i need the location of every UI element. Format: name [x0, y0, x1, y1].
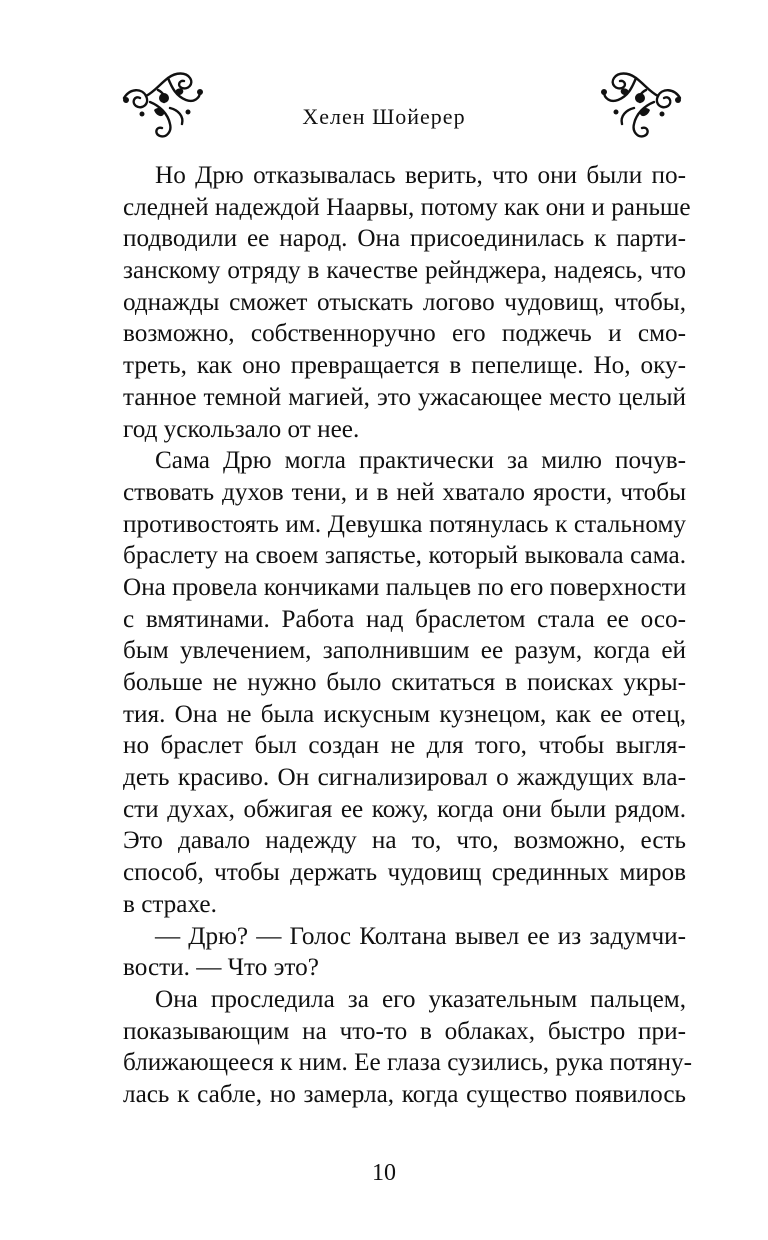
- text-line: в страхе.: [123, 890, 217, 918]
- text-line: тия. Она не была искусным кузнецом, как ее отец,: [123, 700, 686, 728]
- page-number: 10: [372, 1160, 396, 1186]
- page-header: [0, 62, 768, 152]
- text-line: способ, чтобы держать чудовищ срединных миров: [123, 859, 686, 887]
- text-line: однажды сможет отыскать логово чудовищ, чтобы,: [123, 288, 686, 316]
- text-line: возможно, собственноручно его поджечь и смо-: [123, 320, 686, 348]
- text-line: ближающееся к ним. Ее глаза сузились, рука потяну-: [123, 1049, 693, 1077]
- text-line: Но Дрю отказывалась верить, что они были по-: [155, 162, 686, 189]
- body-text: [123, 160, 693, 1111]
- running-title: Хелен Шойерер: [302, 104, 466, 129]
- text-line: сти духах, обжигая ее кожу, когда они были рядом.: [123, 795, 686, 823]
- text-line: браслету на своем запястье, который выковала сама.: [123, 542, 686, 570]
- text-line: лась к сабле, но замерла, когда существо появилось: [123, 1080, 686, 1108]
- text-line: Она проследила за его указательным пальцем,: [155, 985, 686, 1013]
- text-line: показывающим на что-то в облаках, быстро при-: [123, 1017, 686, 1045]
- text-line: противостоять им. Девушка потянулась к стальному: [123, 510, 686, 538]
- floral-flourish-icon: [120, 62, 206, 142]
- text-line: но браслет был создан не для того, чтобы выгля-: [123, 732, 686, 760]
- paragraph: [123, 984, 693, 1111]
- text-line: Это давало надежду на то, что, возможно, есть: [123, 827, 686, 855]
- text-line: — Дрю? — Голос Колтана вывел ее из задумчи-: [155, 922, 686, 950]
- text-line: подводили ее народ. Она присоединилась к парти-: [123, 225, 686, 253]
- text-line: ствовать духов тени, и в ней хватало ярости, чтобы: [123, 478, 686, 506]
- text-line: треть, как оно превращается в пепелище. Но, оку-: [123, 352, 686, 380]
- text-line: занскому отряду в качестве рейнджера, надеясь, что: [123, 257, 686, 285]
- text-line: танное темной магией, это ужасающее место целый: [123, 383, 686, 411]
- text-line: Она провела кончиками пальцев по его поверхности: [123, 573, 687, 601]
- text-line: вости. — Что это?: [123, 954, 319, 982]
- paragraph: [123, 445, 686, 920]
- paragraph: [123, 160, 691, 445]
- text-line: следней надеждой Наарвы, потому как они и раньше: [123, 193, 691, 221]
- paragraph: [123, 921, 686, 984]
- text-line: год ускользало от нее.: [123, 415, 360, 443]
- floral-flourish-icon: [598, 62, 684, 142]
- text-line: бым увлечением, заполнившим ее разум, когда ей: [123, 637, 686, 665]
- text-line: больше не нужно было скитаться в поисках укры-: [123, 669, 686, 696]
- text-line: деть красиво. Он сигнализировал о жаждущих вла-: [123, 764, 686, 792]
- text-line: с вмятинами. Работа над браслетом стала ее осо-: [123, 605, 686, 633]
- text-line: Сама Дрю могла практически за милю почув-: [155, 447, 686, 475]
